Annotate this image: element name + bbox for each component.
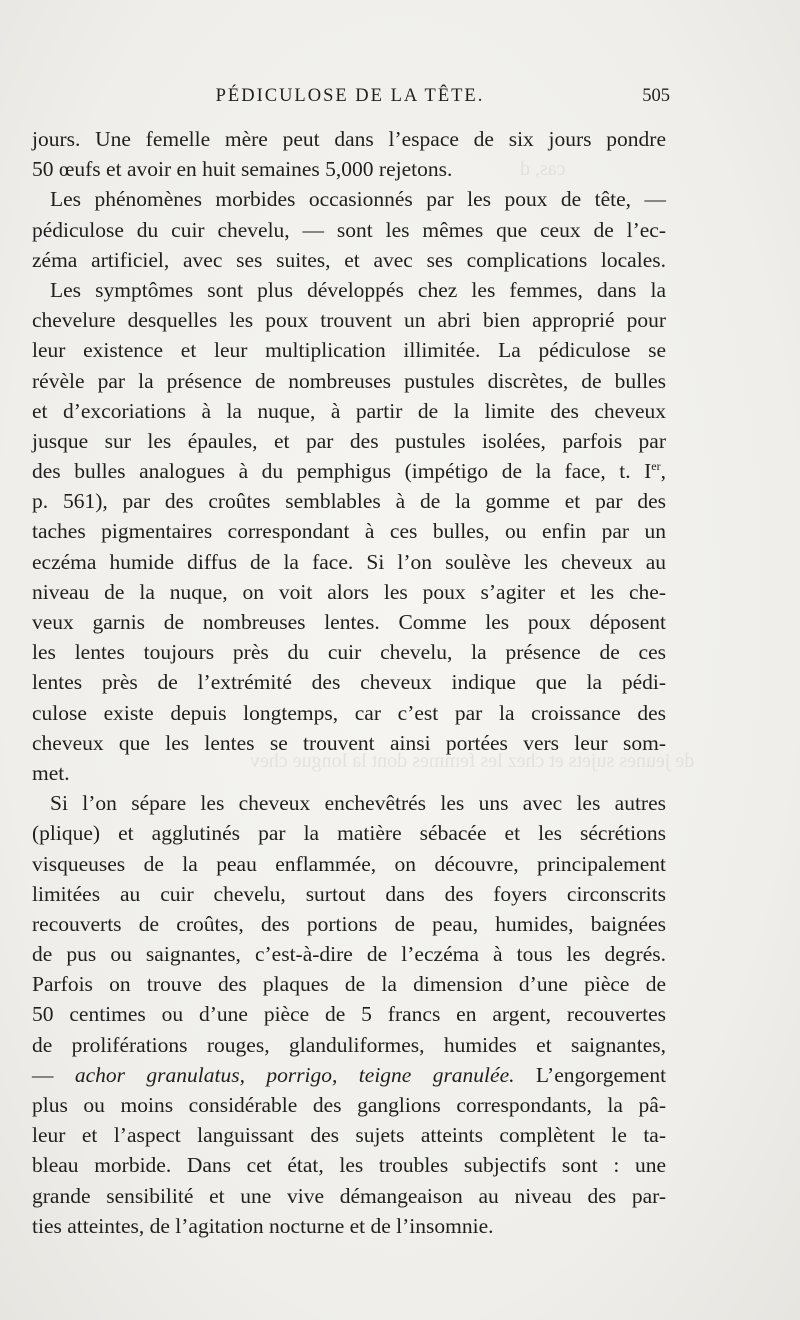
running-head (32, 86, 668, 114)
text-line (32, 1060, 666, 1090)
text-line: chevelure desquelles les poux trouvent un abri bien approprié pour (32, 308, 666, 333)
text-line: visqueuses de la peau enflammée, on découvre, principalement (32, 851, 666, 876)
text-line: Si l’on sépare les cheveux enchevêtrés les uns avec les autres (50, 791, 666, 816)
show-through-text: cas, d (520, 158, 566, 180)
page-number: 505 (642, 86, 670, 106)
text-line: et d’excoriations à la nuque, à partir de la limite des cheveux (32, 398, 666, 423)
paragraph (32, 275, 666, 788)
text-line: zéma artificiel, avec ses suites, et avec ses complications locales. (32, 247, 666, 272)
text-line: leur et l’aspect languissant des sujets atteints complètent le ta- (32, 1123, 666, 1148)
text-line: 50 centimes ou d’une pièce de 5 francs en argent, recouvertes (32, 1002, 666, 1027)
running-title: PÉDICULOSE DE LA TÊTE. (215, 86, 485, 106)
text-line: de proliférations rouges, glanduliformes, humides et saignantes, (32, 1032, 666, 1057)
text-line: eczéma humide diffus de la face. Si l’on soulève les cheveux au (32, 549, 666, 574)
italic-term: teigne granulée. (358, 1062, 515, 1087)
text-line: recouverts de croûtes, des portions de peau, humides, baignées (32, 911, 666, 936)
body-text (32, 124, 666, 1241)
text-line: Les symptômes sont plus développés chez les femmes, dans la (50, 277, 666, 302)
text-line: pédiculose du cuir chevelu, — sont les mêmes que ceux de l’ec- (32, 217, 666, 242)
text-line: cheveux que les lentes se trouvent ainsi portées vers leur som- (32, 730, 666, 755)
paragraph (32, 184, 666, 275)
show-through-text: de jeunes sujets et chez les femmes dont la longue chev (250, 750, 695, 772)
text-line: leur existence et leur multiplication illimitée. La pédiculose se (32, 338, 666, 363)
em-dash: — (32, 1062, 54, 1087)
text-line: jours. Une femelle mère peut dans l’espace de six jours pondre (32, 127, 666, 151)
text-line: Parfois on trouve des plaques de la dimension d’une pièce de (32, 972, 666, 997)
text-line: bleau morbide. Dans cet état, les troubles subjectifs sont : une (32, 1153, 666, 1178)
text-line: ties atteintes, de l’agitation nocturne et de l’insomnie. (32, 1213, 494, 1238)
text-line: taches pigmentaires correspondant à ces bulles, ou enfin par un (32, 519, 666, 544)
text-line: les lentes toujours près du cuir chevelu, la présence de ces (32, 640, 666, 665)
text-line: veux garnis de nombreuses lentes. Comme les poux déposent (32, 610, 666, 634)
text-line: grande sensibilité et une vive démangeaison au niveau des par- (32, 1183, 666, 1208)
text-line: révèle par la présence de nombreuses pustules discrètes, de bulles (32, 368, 666, 393)
paragraph (32, 788, 666, 1060)
text-line: niveau de la nuque, on voit alors les poux s’agiter et les che- (32, 579, 666, 604)
superscript: er (651, 458, 661, 473)
text-line: (plique) et agglutinés par la matière sébacée et les sécrétions (32, 821, 666, 846)
text-line: p. 561), par des croûtes semblables à de la gomme et par des (32, 489, 666, 514)
text-line: Les phénomènes morbides occasionnés par les poux de tête, — (50, 187, 666, 212)
text-line: culose existe depuis longtemps, car c’est par la croissance des (32, 700, 666, 725)
paragraph (32, 1060, 666, 1241)
text-line: jusque sur les épaules, et par des pustules isolées, parfois par (32, 428, 666, 453)
text-line-part: des bulles analogues à du pemphigus (impétigo de la face, t. I (32, 459, 652, 484)
text-line: plus ou moins considérable des ganglions correspondants, la pâ- (32, 1093, 666, 1117)
text-line: limitées au cuir chevelu, surtout dans des foyers circonscrits (32, 881, 666, 906)
text-line: 50 œufs et avoir en huit semaines 5,000 rejetons. (32, 157, 453, 182)
text-line (32, 456, 666, 486)
text-line-part: L’engorgement (535, 1062, 667, 1087)
text-line: met. (32, 760, 70, 785)
text-line: lentes près de l’extrémité des cheveux indique que la pédi- (32, 670, 666, 695)
italic-term: achor granulatus, (74, 1062, 245, 1087)
punctuation: , (660, 459, 666, 484)
paragraph (32, 124, 666, 184)
italic-term: porrigo, (266, 1062, 338, 1087)
text-line: de pus ou saignantes, c’est-à-dire de l’eczéma à tous les degrés. (32, 942, 666, 967)
